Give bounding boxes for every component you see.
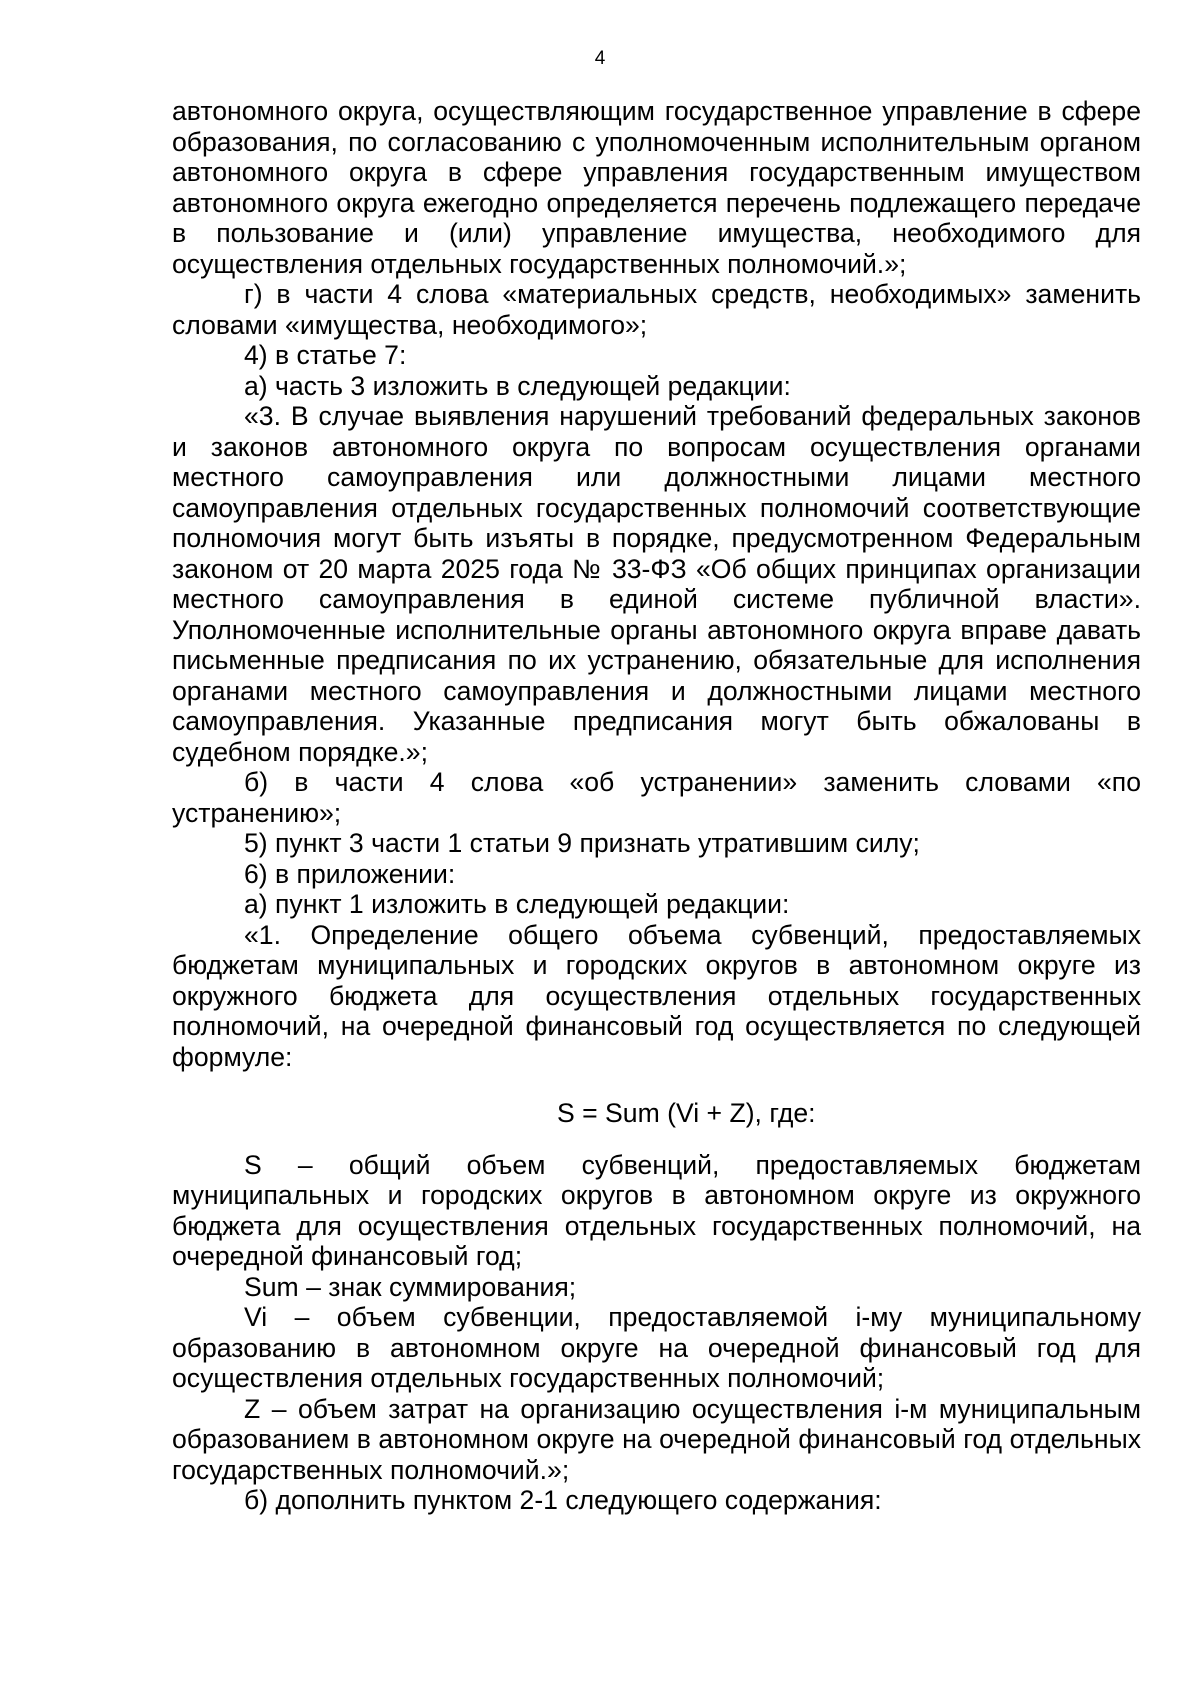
document-body: [172, 96, 1141, 1516]
paragraph-part-3-text: «3. В случае выявления нарушений требований федеральных законов и законов автономного округа по вопросам осуществления органами местного самоуправления или должностными лицами местного самоуправления отдельных государственных полномочий соответствующие полномочия могут быть изъяты в порядке, предусмотренном Федеральным законом от 20 марта 2025 года № 33-ФЗ «Об общих принципах организации местного самоуправления в единой системе публичной власти». Уполномоченные исполнительные органы автономного округа вправе давать письменные предписания по их устранению, обязательные для исполнения органами местного самоуправления и должностными лицами местного самоуправления. Указанные предписания могут быть обжалованы в судебном порядке.»;: [172, 401, 1141, 767]
paragraph-item-4a: а) часть 3 изложить в следующей редакции:: [244, 370, 791, 401]
paragraph-item-4b: б) в части 4 слова «об устранении» заменить словами «по устранению»;: [172, 767, 1141, 828]
formula: S = Sum (Vi + Z), где:: [557, 1098, 816, 1128]
paragraph-continuation: автономного округа, осуществляющим государственное управление в сфере образования, по согласованию с уполномоченным исполнительным органом автономного округа в сфере управления государственным имуществом автономного округа ежегодно определяется перечень подлежащего передаче в пользование и (или) управление имущества, необходимого для осуществления отдельных государственных полномочий.»;: [172, 96, 1141, 279]
paragraph-item-5: 5) пункт 3 части 1 статьи 9 признать утратившим силу;: [244, 828, 920, 858]
paragraph-item-6: 6) в приложении:: [244, 858, 456, 889]
paragraph-point-1-text: «1. Определение общего объема субвенций, предоставляемых бюджетам муниципальных и городских округов в автономном округе из окружного бюджета для осуществления отдельных государственных полномочий, на очередной финансовый год осуществляется по следующей формуле:: [172, 919, 1141, 1072]
paragraph-item-6a: а) пункт 1 изложить в следующей редакции:: [244, 889, 790, 919]
definition-z: Z – объем затрат на организацию осуществления i-м муниципальным образованием в автономном округе на очередной финансовый год отдельных государственных полномочий.»;: [172, 1393, 1141, 1485]
page-number: 4: [594, 48, 606, 69]
paragraph-item-4: 4) в статье 7:: [244, 340, 407, 370]
definition-vi: Vi – объем субвенции, предоставляемой i-му муниципальному образованию в автономном округе на очередной финансовый год для осуществления отдельных государственных полномочий;: [172, 1302, 1141, 1393]
paragraph-item-g: г) в части 4 слова «материальных средств, необходимых» заменить словами «имущества, необходимого»;: [172, 279, 1141, 340]
definition-sum: Sum – знак суммирования;: [244, 1271, 577, 1302]
paragraph-item-6b: б) дополнить пунктом 2-1 следующего содержания:: [244, 1485, 882, 1515]
definition-s: S – общий объем субвенций, предоставляемых бюджетам муниципальных и городских округов в автономном округе из окружного бюджета для осуществления отдельных государственных полномочий, на очередной финансовый год;: [172, 1149, 1141, 1271]
